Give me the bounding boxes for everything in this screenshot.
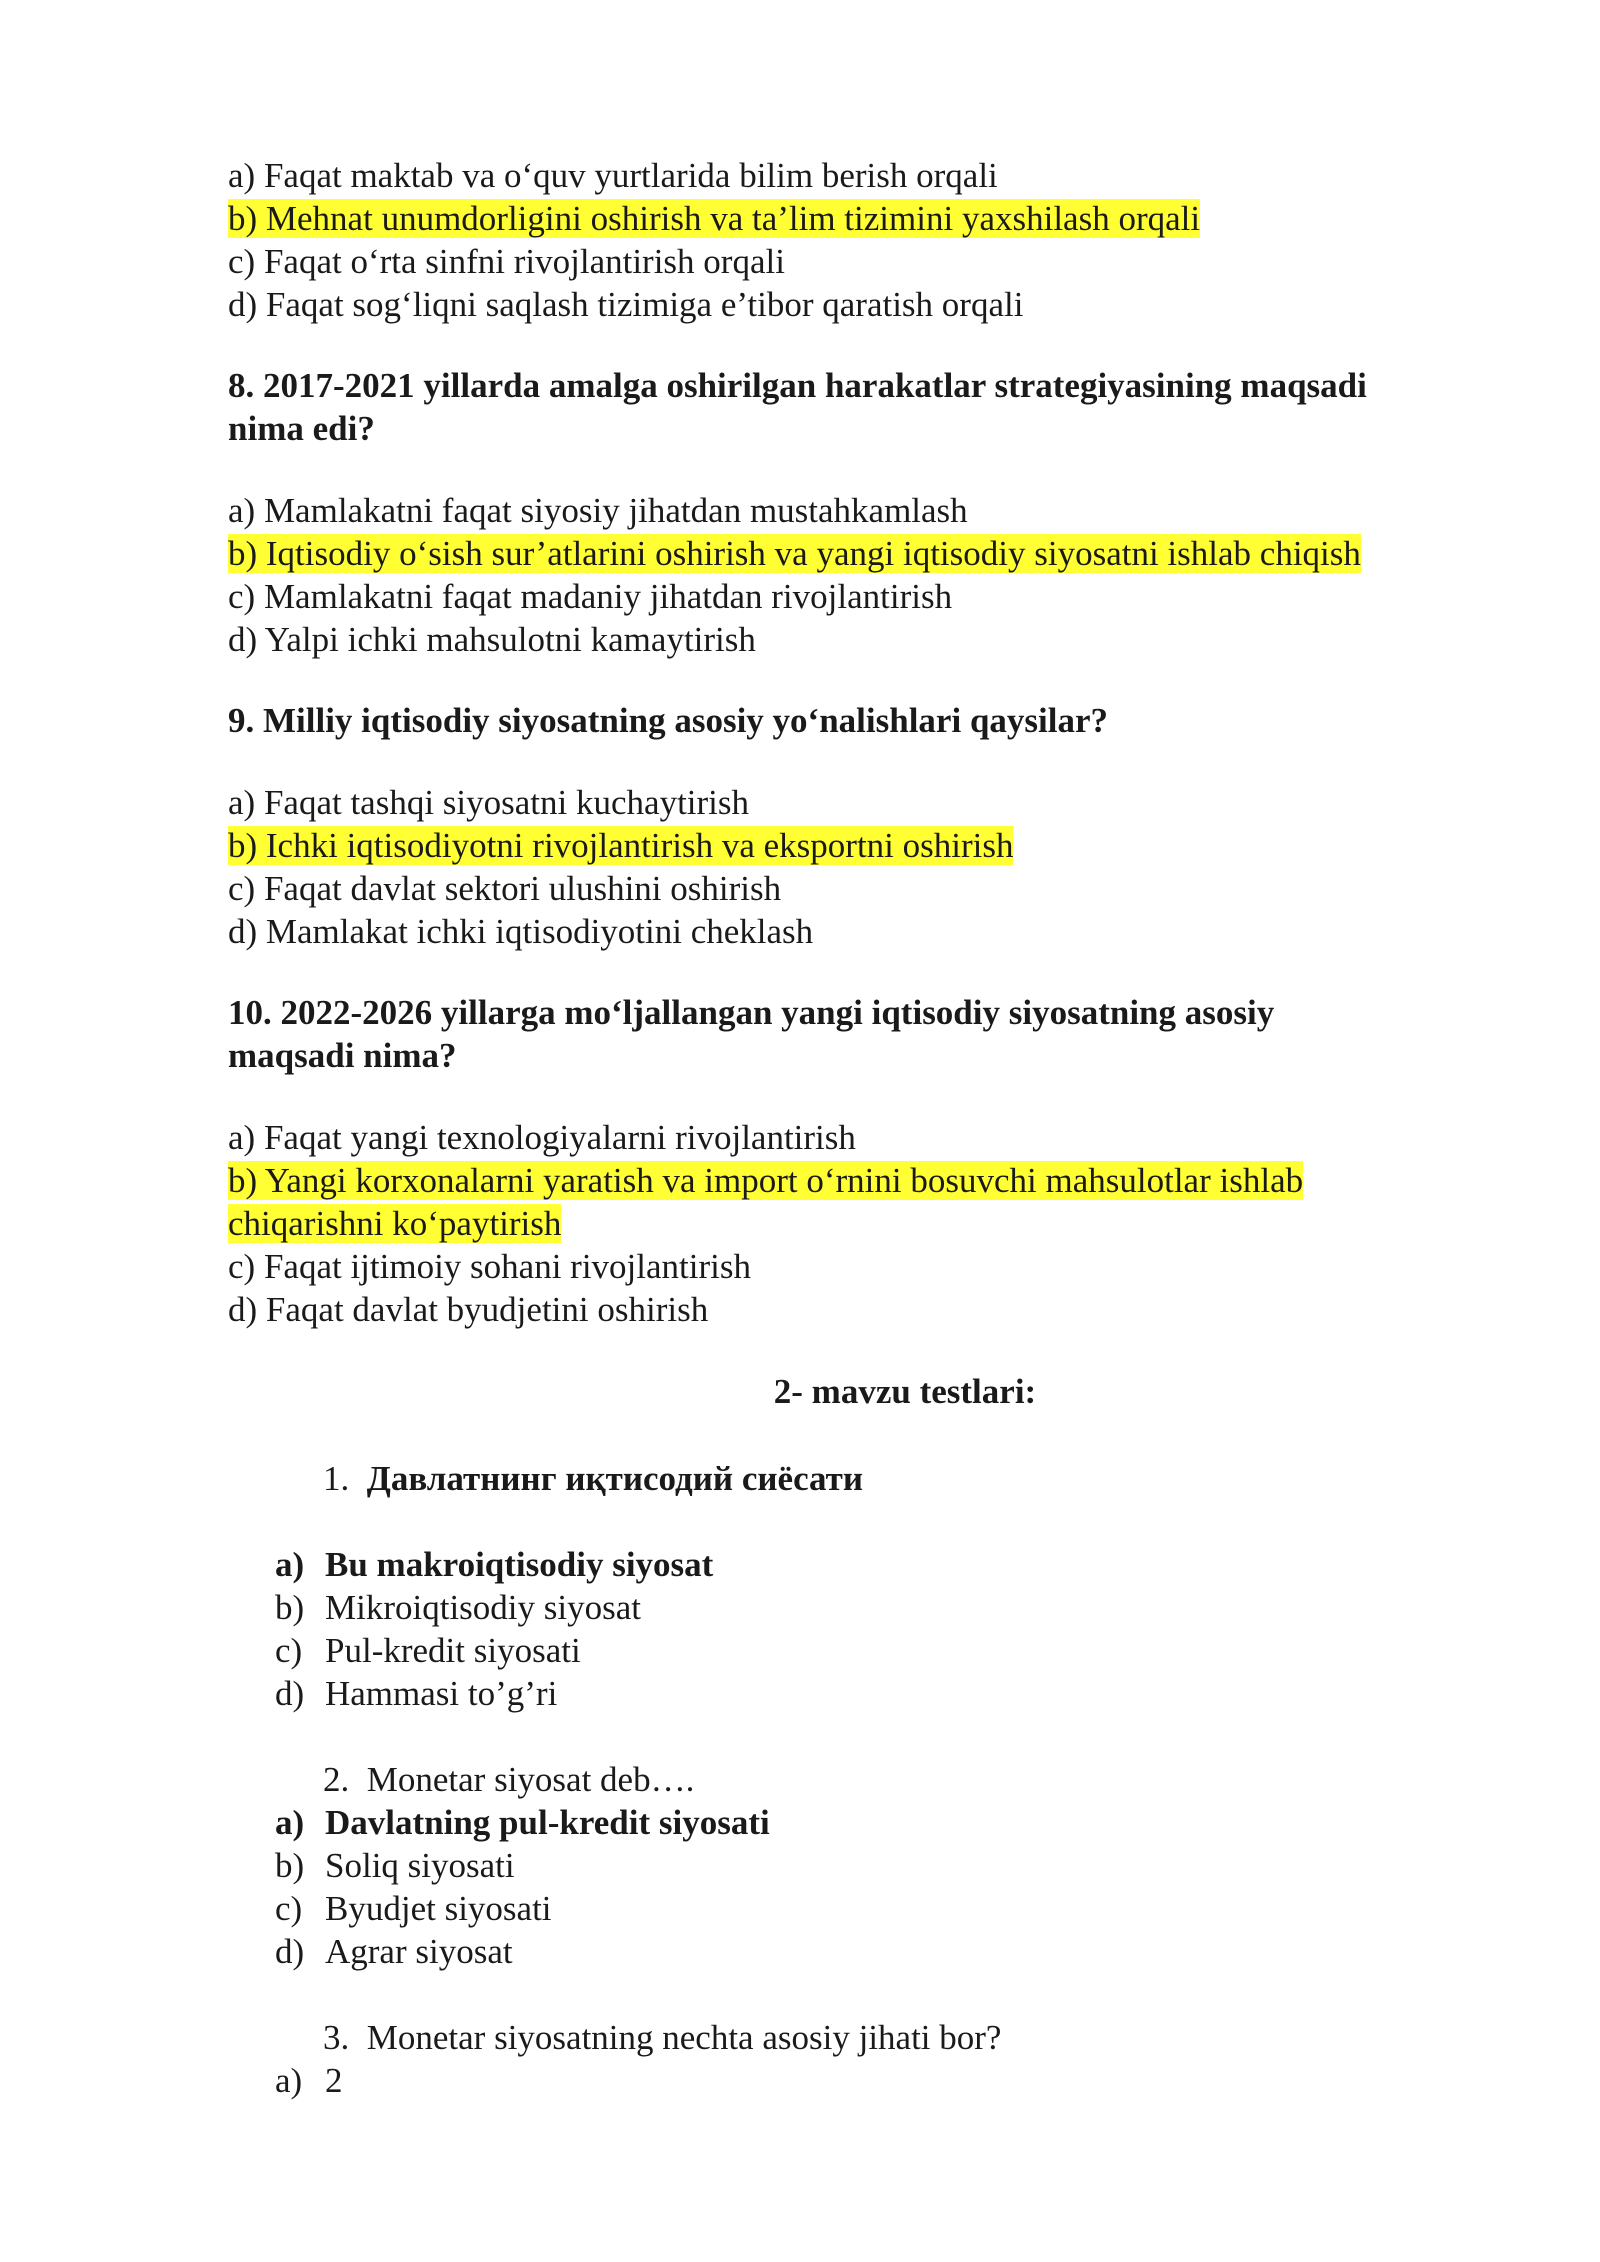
q10-option-b-correct-line1: b) Yangi korxonalarni yaratish va import o‘rnini bosuvchi mahsulotlar ishlab [228,1161,1304,1200]
t1-number: 1. [323,1459,350,1498]
t1-option-a-correct: a) Bu makroiqtisodiy siyosat [275,1545,714,1584]
q9-option-c: c) Faqat davlat sektori ulushini oshirish [228,869,782,908]
t1-option-b: b) Mikroiqtisodiy siyosat [275,1588,641,1627]
q9-question-text: 9. Milliy iqtisodiy siyosatning asosiy yo‘nalishlari qaysilar? [228,701,1109,740]
t1-question [323,1457,863,1500]
t2-question [323,1758,694,1801]
q10-option-c: c) Faqat ijtimoiy sohani rivojlantirish [228,1247,751,1286]
q9-option-d: d) Mamlakat ichki iqtisodiyotini cheklash [228,912,814,951]
t2-option-c: c) Byudjet siyosati [275,1889,552,1928]
q8-option-c: c) Mamlakatni faqat madaniy jihatdan rivojlantirish [228,577,953,616]
q8-option-d: d) Yalpi ichki mahsulotni kamaytirish [228,620,756,659]
q7-option-a: a) Faqat maktab va o‘quv yurtlarida bilim berish orqali [228,156,998,195]
q7-option-c: c) Faqat o‘rta sinfni rivojlantirish orqali [228,242,785,281]
t1-option-d: d) Hammasi to’g’ri [275,1674,558,1713]
q10-option-d: d) Faqat davlat byudjetini oshirish [228,1290,709,1329]
t2-question-text: Monetar siyosat deb…. [366,1760,695,1799]
q8-question-line2: nima edi? [228,409,375,448]
q8-options [228,489,1468,661]
t2-option-d: d) Agrar siyosat [275,1932,513,1971]
section-title: 2- mavzu testlari: [773,1372,1037,1411]
q10-option-a: a) Faqat yangi texnologiyalarni rivojlantirish [228,1118,856,1157]
q10-options [228,1116,1468,1331]
t3-question-text: Monetar siyosatning nechta asosiy jihati bor? [366,2018,1002,2057]
q8-option-a: a) Mamlakatni faqat siyosiy jihatdan mustahkamlash [228,491,968,530]
t2-option-a-correct: a) Davlatning pul-kredit siyosati [275,1803,770,1842]
q9-question [228,699,1468,742]
q10-question [228,991,1468,1077]
q9-options [228,781,1468,953]
t1-option-c: c) Pul-kredit siyosati [275,1631,581,1670]
t2-number: 2. [323,1760,350,1799]
t1-question-text: Давлатнинг иқтисодий сиёсати [366,1459,863,1498]
q8-question-line1: 8. 2017-2021 yillarda amalga oshirilgan harakatlar strategiyasining maqsadi [228,366,1367,405]
t3-option-a: a) 2 [275,2061,343,2100]
q8-option-b-correct: b) Iqtisodiy o‘sish sur’atlarini oshirish va yangi iqtisodiy siyosatni ishlab chiqish [228,534,1361,573]
q7-option-b-correct: b) Mehnat unumdorligini oshirish va ta’lim tizimini yaxshilash orqali [228,199,1201,238]
q8-question [228,364,1468,450]
q9-option-a: a) Faqat tashqi siyosatni kuchaytirish [228,783,750,822]
q10-question-line1: 10. 2022-2026 yillarga mo‘ljallangan yangi iqtisodiy siyosatning asosiy [228,993,1275,1032]
t2-option-b: b) Soliq siyosati [275,1846,515,1885]
q7-option-d: d) Faqat sog‘liqni saqlash tizimiga e’tibor qaratish orqali [228,285,1024,324]
q10-option-b-correct-line2: chiqarishni ko‘paytirish [228,1204,562,1243]
t3-number: 3. [323,2018,350,2057]
q10-question-line2: maqsadi nima? [228,1036,457,1075]
t3-question [323,2016,1001,2059]
q7-options [228,154,1468,326]
q9-option-b-correct: b) Ichki iqtisodiyotni rivojlantirish va eksportni oshirish [228,826,1014,865]
